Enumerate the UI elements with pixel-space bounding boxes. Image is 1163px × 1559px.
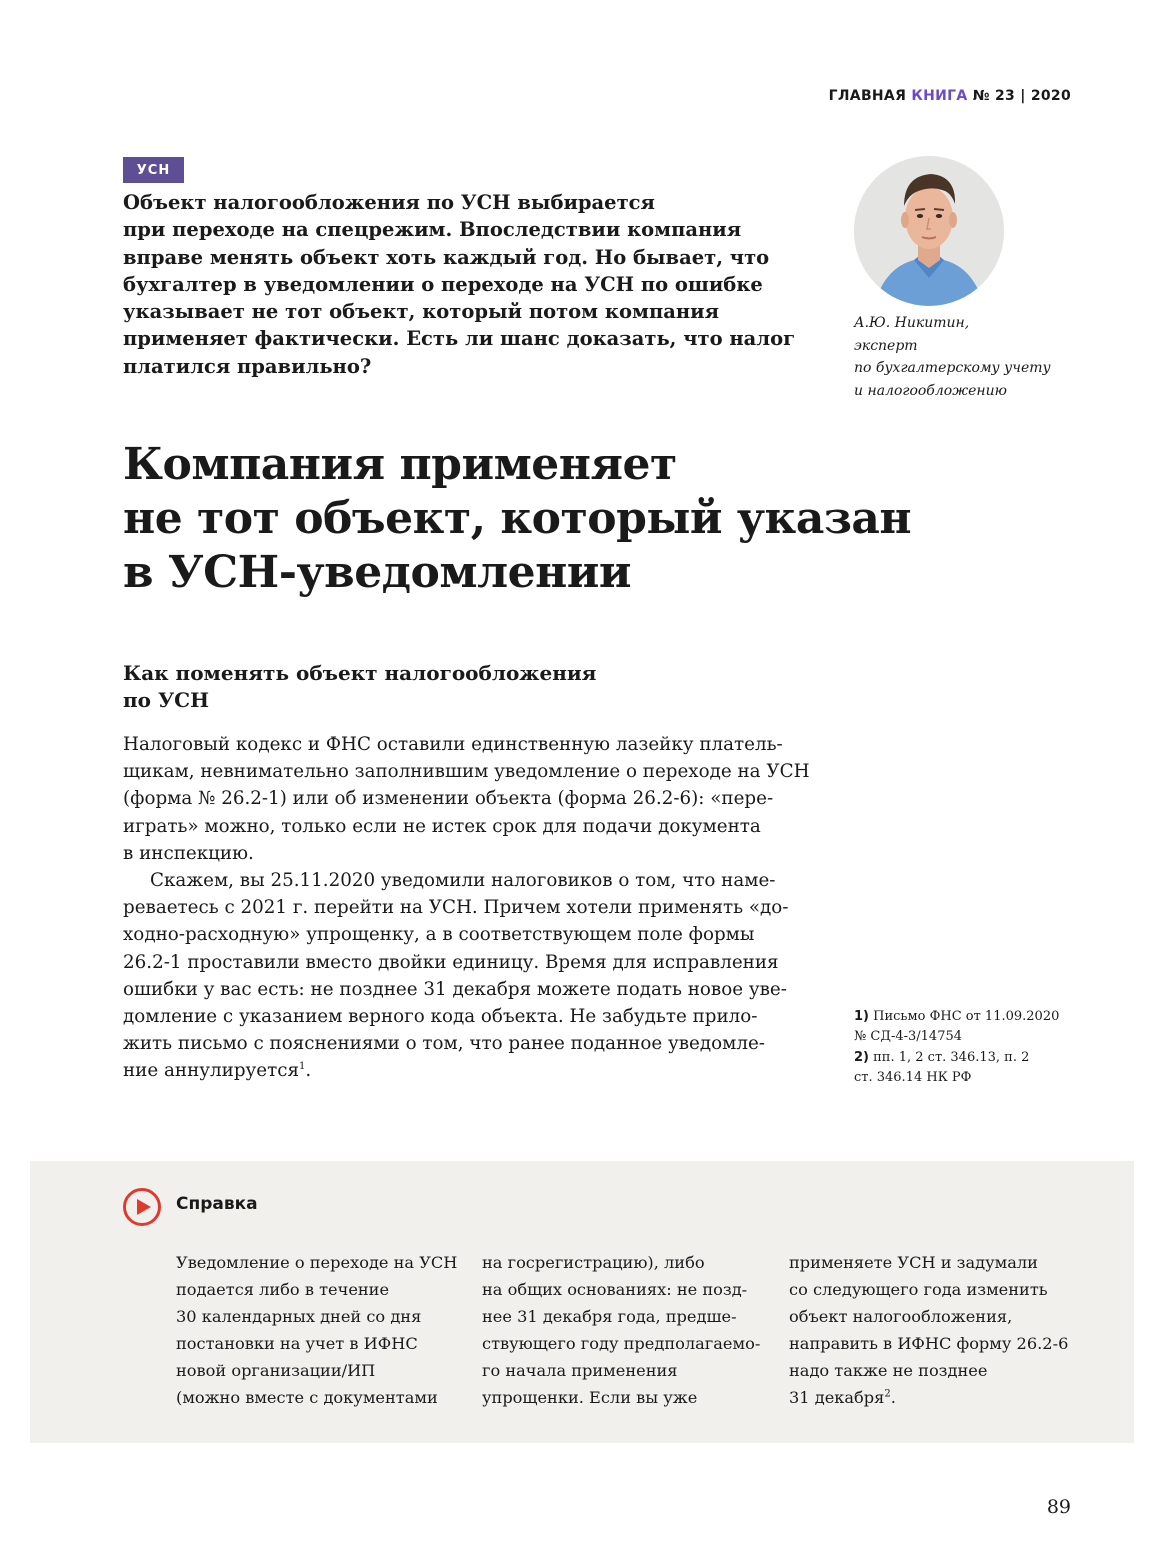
article-title — [123, 438, 1023, 600]
text-line: на общих основаниях: не позд- — [482, 1280, 748, 1299]
footnote-text: ст. 346.14 НК РФ — [854, 1069, 972, 1085]
article-body — [123, 731, 810, 1085]
text-line — [789, 1384, 1068, 1411]
reference-title: Справка — [176, 1194, 258, 1214]
paragraph-2 — [123, 867, 803, 1085]
magazine-name-part2: КНИГА — [911, 88, 968, 104]
text-fragment: . — [305, 1060, 312, 1082]
footnote-number: 1) — [854, 1009, 869, 1024]
footnotes — [854, 1007, 1084, 1089]
author-portrait-icon — [854, 156, 1004, 306]
text-line: применяете УСН и задумали — [789, 1253, 1038, 1272]
section-subheading — [123, 660, 773, 714]
title-line: Компания применяет — [123, 439, 677, 490]
text-line: нее 31 декабря года, предше- — [482, 1307, 737, 1326]
text-line: новой организации/ИП — [176, 1361, 376, 1380]
lead-line: указывает не тот объект, который потом компания — [123, 300, 719, 324]
text-line: домление с указанием верного кода объекта. Не забудьте прило- — [123, 1006, 758, 1028]
text-line: (форма № 26.2-1) или об изменении объекта (форма 26.2-6): «пере- — [123, 788, 774, 810]
author-role-line: по бухгалтерскому учету — [854, 360, 1051, 376]
reference-column-1 — [176, 1249, 457, 1411]
text-line: надо также не позднее — [789, 1361, 988, 1380]
text-line: Скажем, вы 25.11.2020 уведомили налоговиков о том, что наме- — [150, 870, 776, 892]
text-line: направить в ИФНС форму 26.2-6 — [789, 1334, 1069, 1353]
author-info — [854, 312, 1084, 402]
reference-column-3 — [789, 1249, 1068, 1411]
footnote-1 — [854, 1007, 1084, 1046]
reference-column-2 — [482, 1249, 760, 1411]
lead-line: применяет фактически. Есть ли шанс доказать, что налог — [123, 327, 796, 351]
section-tag: УСН — [123, 157, 184, 183]
footnote-number: 2) — [854, 1050, 869, 1065]
text-line: играть» можно, только если не истек срок для подачи документа — [123, 815, 761, 837]
footnote-ref-2[interactable]: 2 — [884, 1388, 891, 1400]
subheading-line: по УСН — [123, 688, 209, 712]
lead-line: Объект налогообложения по УСН выбирается — [123, 191, 655, 214]
lead-line: платился правильно? — [123, 354, 372, 378]
footnote-2 — [854, 1048, 1084, 1087]
magazine-header — [829, 88, 1071, 104]
text-line: на госрегистрацию), либо — [482, 1253, 705, 1272]
text-line — [123, 1057, 803, 1084]
text-line: упрощенки. Если вы уже — [482, 1388, 698, 1407]
text-line: 26.2-1 проставили вместо двойки единицу. Время для исправления — [123, 951, 779, 973]
text-line: Уведомление о переходе на УСН — [176, 1253, 458, 1272]
text-line: го начала применения — [482, 1361, 678, 1380]
lead-line: вправе менять объект хоть каждый год. Но бывает, что — [123, 245, 770, 269]
play-circle-icon — [122, 1187, 162, 1227]
text-line: ствующего году предполагаемо- — [482, 1334, 761, 1353]
text-line: (можно вместе с документами — [176, 1388, 438, 1407]
author-role-line: и налогообложению — [854, 382, 1007, 399]
footnote-ref-1[interactable]: 1 — [298, 1061, 306, 1073]
text-line: постановки на учет в ИФНС — [176, 1334, 418, 1353]
footnote-text: Письмо ФНС от 11.09.2020 — [873, 1009, 1060, 1024]
text-line: реваетесь с 2021 г. перейти на УСН. Причем хотели применять «до- — [123, 897, 789, 919]
page-number: 89 — [1046, 1496, 1071, 1518]
text-line: Налоговый кодекс и ФНС оставили единственную лазейку платель- — [123, 734, 783, 755]
lead-line: бухгалтер в уведомлении о переходе на УСН по ошибке — [123, 272, 763, 296]
text-fragment: ние аннулируется — [123, 1060, 299, 1082]
magazine-name-part1: ГЛАВНАЯ — [828, 88, 907, 104]
title-line: не тот объект, который указан — [123, 493, 912, 544]
text-line: жить письмо с пояснениями о том, что ранее поданное уведомле- — [123, 1033, 765, 1055]
author-role-line: эксперт — [854, 337, 918, 354]
subheading-line: Как поменять объект налогообложения — [123, 661, 597, 685]
issue-number: № 23 | 2020 — [972, 88, 1071, 104]
text-line: в инспекцию. — [123, 842, 254, 864]
title-line: в УСН-уведомлении — [123, 547, 632, 598]
author-name: А.Ю. Никитин, — [854, 315, 970, 331]
text-fragment: . — [890, 1388, 896, 1407]
paragraph-1 — [123, 731, 810, 867]
text-line: ходно-расходную» упрощенку, а в соответствующем поле формы — [123, 924, 755, 946]
text-fragment: 31 декабря — [789, 1388, 885, 1407]
footnote-text: пп. 1, 2 ст. 346.13, п. 2 — [873, 1050, 1030, 1065]
text-line: со следующего года изменить — [789, 1280, 1048, 1299]
author-photo — [854, 156, 1004, 306]
text-line: ошибки у вас есть: не позднее 31 декабря можете подать новое уве- — [123, 978, 787, 1000]
text-line: объект налогообложения, — [789, 1307, 1013, 1326]
text-line: 30 календарных дней со дня — [176, 1307, 422, 1326]
text-line: щикам, невнимательно заполнившим уведомление о переходе на УСН — [123, 761, 810, 783]
lead-line: при переходе на спецрежим. Впоследствии компания — [123, 218, 742, 242]
lead-paragraph — [123, 189, 813, 380]
text-line: подается либо в течение — [176, 1280, 390, 1299]
footnote-text: № СД-4-3/14754 — [854, 1028, 963, 1044]
